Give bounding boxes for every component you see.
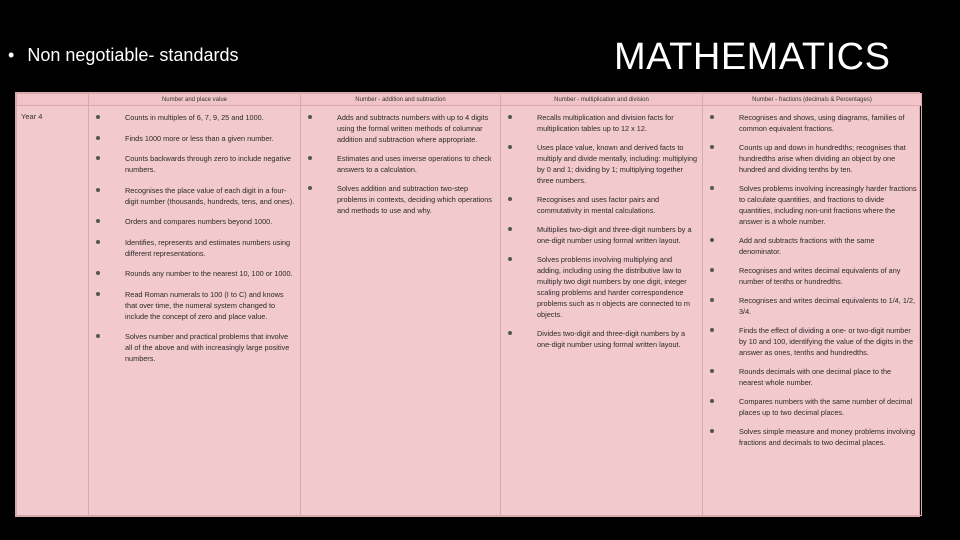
bullet-dot-icon [96, 292, 100, 296]
bullet-dot-icon [96, 136, 100, 140]
list-item-text: Counts backwards through zero to include negative numbers. [125, 154, 291, 174]
bullet-dot-icon [96, 219, 100, 223]
bullet-dot-icon [710, 145, 714, 149]
list-item [707, 265, 917, 287]
addition-subtraction-cell [301, 106, 501, 516]
list-item [305, 112, 496, 145]
list-item-text: Finds 1000 more or less than a given number. [125, 133, 274, 143]
list-item-text: Solves number and practical problems that involve all of the above and with increasingly large positive numbers. [125, 332, 290, 363]
list-item [707, 325, 917, 358]
list-item [505, 328, 698, 350]
bullet-dot-icon [508, 197, 512, 201]
bullet-dot-icon [96, 115, 100, 119]
header-fractions: Number - fractions (decimals & Percentages) [703, 94, 922, 106]
list-item-text: Recalls multiplication and division facts for multiplication tables up to 12 x 12. [537, 113, 674, 133]
list-item [707, 295, 917, 317]
list-item-text: Adds and subtracts numbers with up to 4 digits using the formal written methods of columnar addition and subtraction where appropriate. [337, 113, 489, 144]
place-value-list [93, 112, 296, 364]
list-item-text: Rounds any number to the nearest 10, 100 or 1000. [125, 269, 293, 278]
bullet-dot-icon [96, 156, 100, 160]
multiplication-division-list [505, 112, 698, 350]
bullet-dot-icon [508, 227, 512, 231]
list-item [707, 112, 917, 134]
year-label: Year 4 [17, 106, 89, 516]
list-item-text: Recognises and shows, using diagrams, families of common equivalent fractions. [739, 113, 905, 133]
list-item [93, 216, 296, 227]
fractions-list [707, 112, 917, 448]
header-addition-subtraction: Number - addition and subtraction [301, 94, 501, 106]
list-item [93, 237, 296, 259]
list-item-text: Recognises the place value of each digit in a four-digit number (thousands, hundreds, tens, and ones). [125, 185, 295, 206]
list-item-text: Solves addition and subtraction two-step problems in contexts, deciding which operations and methods to use and why. [337, 184, 492, 215]
table-header-row [17, 94, 922, 106]
addition-subtraction-list [305, 112, 496, 216]
bullet-dot-icon [710, 238, 714, 242]
list-item [707, 366, 917, 388]
slide-title: MATHEMATICS [614, 36, 891, 78]
list-item [707, 142, 917, 175]
list-item-text: Solves problems involving increasingly harder fractions to calculate quantities, and fractions to divide quantities, including non-unit fractions where the answer is a whole number. [739, 184, 917, 226]
list-item-text: Uses place value, known and derived facts to multiply and divide mentally, including: multiplying by 0 and 1; dividing by 1; multiplying together three numbers. [537, 143, 698, 185]
list-item-text: Recognises and writes decimal equivalents of any number of tenths or hundredths. [739, 266, 901, 286]
list-item [93, 153, 296, 175]
list-item-text: Orders and compares numbers beyond 1000. [125, 217, 273, 226]
list-item [93, 331, 296, 364]
list-item-text: Finds the effect of dividing a one- or two-digit number by 10 and 100, identifying the value of the digits in the answer as ones, tenths and hundredths. [739, 326, 914, 357]
list-item [707, 183, 917, 227]
bullet-dot-icon [96, 188, 100, 192]
bullet-dot-icon [96, 334, 100, 338]
list-item [305, 183, 496, 216]
list-item-text: Solves problems involving multiplying and adding, including using the distributive law to multiply two digit numbers by one digit, integer scaling problems and harder correspondence problems such as n objects are connected to m objects. [537, 255, 690, 319]
list-item-text: Identifies, represents and estimates numbers using different representations. [125, 237, 291, 258]
bullet-dot-icon [710, 369, 714, 373]
list-item [505, 254, 698, 320]
list-item [505, 142, 698, 186]
list-item [93, 289, 296, 322]
bullet-dot-icon [308, 186, 312, 190]
list-item-text: Recognises and uses factor pairs and commutativity in mental calculations. [537, 195, 660, 215]
list-item [305, 153, 496, 175]
list-item [93, 133, 296, 144]
place-value-cell [89, 106, 301, 516]
bullet-dot-icon [508, 115, 512, 119]
header-year [17, 94, 89, 106]
bullet-dot-icon [96, 240, 100, 244]
bullet-dot-icon [710, 328, 714, 332]
list-item [707, 235, 917, 257]
bullet-dot-icon [710, 298, 714, 302]
list-item [93, 185, 296, 207]
list-item-text: Rounds decimals with one decimal place to the nearest whole number. [739, 367, 892, 387]
bullet-dot-icon [308, 115, 312, 119]
list-item-text: Counts up and down in hundredths; recognises that hundredths arise when dividing an object by one hundred and dividing tenths by ten. [739, 143, 906, 174]
curriculum-table [16, 93, 922, 516]
list-item-text: Add and subtracts fractions with the same denominator. [739, 236, 875, 256]
list-item [707, 396, 917, 418]
bullet-dot-icon [710, 186, 714, 190]
bullet-dot-icon [710, 399, 714, 403]
multiplication-division-cell [501, 106, 703, 516]
table-row [17, 106, 922, 516]
list-item [505, 194, 698, 216]
bullet-dot-icon [710, 115, 714, 119]
list-item-text: Counts in multiples of 6, 7, 9, 25 and 1000. [125, 113, 264, 122]
bullet-dot-icon [710, 429, 714, 433]
bullet-glyph: • [8, 45, 15, 65]
list-item [93, 268, 296, 279]
list-item-text: Read Roman numerals to 100 (I to C) and knows that over time, the numeral system changed to include the concept of zero and place value. [125, 289, 284, 321]
bullet-dot-icon [710, 268, 714, 272]
list-item-text: Recognises and writes decimal equivalents to 1/4, 1/2, 3/4. [739, 296, 916, 316]
list-item [93, 112, 296, 123]
curriculum-table-panel [15, 92, 920, 517]
header-multiplication-division: Number - multiplication and division [501, 94, 703, 106]
list-item [505, 112, 698, 134]
list-item-text: Solves simple measure and money problems involving fractions and decimals to two decimal places. [739, 427, 916, 447]
list-item-text: Divides two-digit and three-digit numbers by a one-digit number using formal written layout. [537, 329, 686, 349]
list-item-text: Estimates and uses inverse operations to check answers to a calculation. [337, 154, 492, 174]
bullet-dot-icon [96, 271, 100, 275]
bullet-dot-icon [308, 156, 312, 160]
standards-note-text: Non negotiable- standards [27, 45, 239, 65]
list-item [707, 426, 917, 448]
bullet-dot-icon [508, 257, 512, 261]
list-item [505, 224, 698, 246]
bullet-dot-icon [508, 331, 512, 335]
standards-note [8, 45, 238, 66]
list-item-text: Compares numbers with the same number of decimal places up to two decimal places. [739, 397, 913, 417]
bullet-dot-icon [508, 145, 512, 149]
list-item-text: Multiplies two-digit and three-digit numbers by a one-digit number using formal written layout. [537, 225, 692, 245]
fractions-cell [703, 106, 922, 516]
header-place-value: Number and place value [89, 94, 301, 106]
